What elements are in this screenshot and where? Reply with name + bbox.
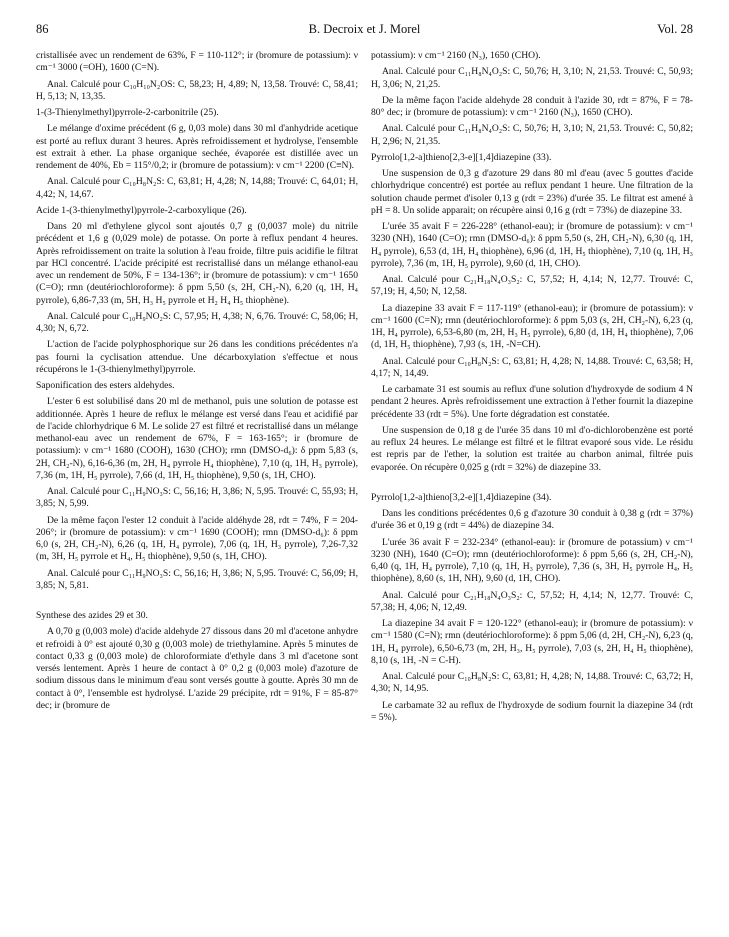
running-title: B. Decroix et J. Morel	[308, 22, 421, 36]
page-header	[36, 22, 693, 40]
paragraph: De la même façon l'acide aldehyde 28 conduit à l'azide 30, rdt = 87%, F = 78-80° dec; ir (bromure de potassium): ν cm⁻¹ 2160 (N₃), 1650 (CHO).	[371, 94, 693, 118]
volume-label: Vol. 28	[657, 22, 693, 36]
paragraph: La diazepine 34 avait F = 120-122° (ethanol-eau); ir (bromure de potassium): ν cm⁻¹ 1580 (C=N); rmn (deutériochloroforme): δ ppm 5,06 (d, 2H, CH₂-N), 6,23 (q, 1H, H₄ pyrrole), 6,50-6,73 (m, 2H, H₃, H₅ pyrrole), 7,03 (s, 2H, H₄ H₅ thiophène), 8,10 (s, 1H, -N = C-H).	[371, 618, 693, 666]
section-gap	[371, 478, 693, 488]
paragraph: Anal. Calculé pour C₁₁H₉NO₃S: C, 56,16; H, 3,86; N, 5,95. Trouvé: C, 56,09; H, 3,85; N, 5,81.	[36, 567, 358, 591]
paragraph: potassium): ν cm⁻¹ 2160 (N₃), 1650 (CHO).	[371, 50, 541, 61]
paragraph: Anal. Calculé pour C₁₀H₁₀N₂OS: C, 58,23; H, 4,89; N, 13,58. Trouvé: C, 58,41; H, 5,13; N, 13,35.	[36, 78, 358, 102]
paragraph: Anal. Calculé pour C₁₀H₉NO₂S: C, 57,95; H, 4,38; N, 6,76. Trouvé: C, 58,06; H, 4,30; N, 6,72.	[36, 310, 358, 334]
paragraph: L'urée 36 avait F = 232-234° (ethanol-eau): ir (bromure de potassium) ν cm⁻¹ 3230 (NH), 1640 (C=O); rmn (deutériochloroforme): δ ppm 5,66 (s, 2H, CH₂-N), 6,40 (q, 1H, H₄ pyrrole), 7,10 (q, 1H, H₃ pyrrole), 7,36 (s, 3H, H₅ pyrrole H₄, H₅ thiophène), 8,60 (s, 1H, NH), 9,60 (d, 1H, CHO).	[371, 536, 693, 585]
paragraph: Anal. Calculé pour C₁₁H₉NO₃S: C, 56,16; H, 3,86; N, 5,95. Trouvé: C, 55,93; H, 3,85; N, 5,99.	[36, 486, 358, 510]
paragraph: L'urée 35 avait F = 226-228° (ethanol-eau); ir (bromure de potassium): ν cm⁻¹ 3230 (NH), 1640 (C=O); rmn (DMSO-d₆): δ ppm 5,50 (s, 2H, CH₂-N), 6,30 (q, 1H, H₄ pyrrole), 6,53 (d, 1H, H₄ thiophène), 6,96 (d, 1H, H₅ thiophène), 7,10 (q, 1H, H₃ pyrrole), 7,36 (m, 1H, H₅ pyrrole), 9,60 (d, 1H, CHO).	[371, 221, 693, 269]
section-gap	[36, 596, 358, 606]
section-heading: Synthese des azides 29 et 30.	[36, 610, 148, 621]
paragraph: La diazepine 33 avait F = 117-119° (ethanol-eau); ir (bromure de potassium): ν cm⁻¹ 1600 (C=N); rmn (deutériochloroforme): δ ppm 5,03 (s, 2H, CH₂-N), 6,23 (q, 1H, H₄ pyrrole), 6,53-6,80 (m, 2H, H₃ H₅ pyrrole), 6,80 (d, 1H, H₄ thiophène), 7,06 (d, 1H, H₅ thiophène), 7,93 (s, 1H, -N=CH).	[371, 302, 693, 351]
paragraph: Anal. Calculé pour C₂₁H₁₈N₄O₃S₂: C, 57,52; H, 4,14; N, 12,77. Trouvé: C, 57,38; H, 4,06; N, 12,49.	[371, 589, 693, 613]
paragraph: Le carbamate 31 est soumis au reflux d'une solution d'hydroxyde de sodium 4 N pendant 2 heures. Après refroidissement une extraction à l'ether fournit la diazepine précédente 33 (rdt = 5%). Une forte dégradation est constatée.	[371, 384, 693, 420]
paragraph: L'ester 6 est solubilisé dans 20 ml de methanol, puis une solution de potasse est additionnée. Après 1 heure de reflux le mélange est versé dans l'eau et acidifié par de l'acide chlorhydrique 6 M. Le solide 27 est filtré et recristallisé dans un mélange methanol-eau avec un rendement de 67%, F = 163-165°; ir (bromure de potassium): ν cm⁻¹ 1680 (COOH), 1630 (CHO); rmn (DMSO-d₆): δ ppm 5,83 (s, 2H, CH₂-N), 6,16-6,36 (m, 2H, H₄ pyrrole H₄ thiophène), 7,10 (q, 1H, H₃ pyrrole), 7,36 (m, 1H, H₅ pyrrole), 7,66 (d, 1H, H₅ thiophène), 9,50 (s, 1H, CHO).	[36, 396, 358, 481]
paragraph: Une suspension de 0,18 g de l'urée 35 dans 10 ml d'o-dichlorobenzène est porté au reflux 24 heures. Le mélange est filtré et le filtrat evaporé sous vide. Le résidu est repris par de l'ether, la solution est traitée au charbon animal, filtrée puis evaporée. On récupère 0,025 g (rdt = 32%) de diazepine 33.	[371, 424, 693, 473]
left-column	[36, 50, 358, 716]
section-heading: Acide 1-(3-thienylmethyl)pyrrole-2-carboxylique (26).	[36, 204, 247, 216]
paragraph: Anal. Calculé pour C₁₀H₈N₂S: C, 63,81; H, 4,28; N, 14,88. Trouvé: C, 63,72; H, 4,30; N, 14,95.	[371, 671, 693, 695]
paragraph: Le carbamate 32 au reflux de l'hydroxyde de sodium fournit la diazepine 34 (rdt = 5%).	[371, 699, 693, 723]
paragraph: Anal. Calculé pour C₁₀H₈N₂S: C, 63,81; H, 4,28; N, 14,88; Trouvé: C, 64,01; H, 4,42; N, 14,67.	[36, 176, 358, 200]
right-column	[371, 50, 693, 728]
paragraph: Le mélange d'oxime précédent (6 g, 0,03 mole) dans 30 ml d'anhydride acetique est porté au reflux durant 3 heures. Après refroidissement et hydrolyse, l'ensemble est extrait à ether. La phase organique sechée, évaporée est distillée avec un rendement de 40%, Eb = 115°/0,2; ir (bromure de potassium): ν cm⁻¹ 2200 (C≡N).	[36, 123, 358, 171]
paragraph: A 0,70 g (0,003 mole) d'acide aldehyde 27 dissous dans 20 ml d'acetone anhydre et refroidi à 0° est ajouté 0,30 g (0,003 mole) de triethylamine. Après 5 minutes de contact 0,33 g (0,003 mole) de chloroformiate d'ethyle dans 3 ml d'acetone sont versés lentement. Après 1 heure de contact à 0° 0,2 g (0,003 mole) d'azoture de sodium dissous dans le minimum d'eau sont versés goutte à goutte. Après 30 mn de contact à 0°, l'ensemble est hydrolysé. L'azide 29 précipite, rdt = 91%, F = 85-87° dec; ir (bromure de	[36, 626, 358, 711]
paragraph: Dans les conditions précédentes 0,6 g d'azoture 30 conduit à 0,38 g (rdt = 37%) d'urée 36 et 0,19 g (rdt = 44%) de diazepine 34.	[371, 508, 693, 532]
paragraph: L'action de l'acide polyphosphorique sur 26 dans les conditions précédentes n'a pas fourni la cyclisation attendue. Une décarboxylation s'effectue et nous récupérons le 1-(3-thienylmethyl)pyrrole.	[36, 339, 358, 375]
paragraph: Anal. Calculé pour C₂₁H₁₈N₄O₃S₂: C, 57,52; H, 4,14; N, 12,77. Trouvé: C, 57,19; H, 4,50; N, 12,58.	[371, 274, 693, 298]
section-heading: Pyrrolo[1,2-a]thieno[2,3-e][1,4]diazepine (33).	[371, 151, 552, 163]
section-heading: 1-(3-Thienylmethyl)pyrrole-2-carbonitrile (25).	[36, 107, 219, 118]
paragraph: Une suspension de 0,3 g d'azoture 29 dans 80 ml d'eau (avec 5 gouttes d'acide chlorhydrique concentré) est portée au reflux pendant 1 heure. Une filtration de la solution chaude permet d'isoler 0,13 g (rdt = 23%) d'urée 35. Le filtrat est amené à pH = 8. Un solide apparait; on récupère ainsi 0,16 g (rdt = 73%) de diazepine 33.	[371, 168, 693, 216]
paragraph: Anal. Calculé pour C₁₁H₈N₄O₂S: C, 50,76; H, 3,10; N, 21,53. Trouvé: C, 50,82; H, 2,96; N, 21,35.	[371, 123, 693, 147]
page-number: 86	[36, 22, 49, 36]
paragraph: Anal. Calculé pour C₁₀H₈N₂S: C, 63,81; H, 4,28; N, 14,88. Trouvé: C, 63,58; H, 4,17; N, 14,49.	[371, 355, 693, 379]
section-heading: Pyrrolo[1,2-a]thieno[3,2-e][1,4]diazepine (34).	[371, 491, 552, 503]
section-heading: Saponification des esters aldehydes.	[36, 380, 175, 391]
paragraph: Dans 20 ml d'ethylene glycol sont ajoutés 0,7 g (0,0037 mole) du nitrile précédent et 1,6 g (0,029 mole) de potasse. On porte à reflux pendant 4 heures. Après refroidissement on traite la solution à l'eau froide, filtre puis acidifie le filtrat par HCl concentré. L'acide précipité est recristallisé dans un mélange ethanol-eau avec un rendement de 50%, F = 134-136°; ir (bromure de potassium): ν cm⁻¹ 1650 (C=O); rmn (deutériochloroforme): δ ppm 5,50 (s, 2H, CH₂-N), 6,20 (q, 1H, H₄ pyrrole), 6,86-7,33 (m, 5H, H₃ H₅ pyrrole et H₂ H₄ H₅ thiophène).	[36, 221, 358, 306]
paragraph: cristallisée avec un rendement de 63%, F = 110-112°; ir (bromure de potassium): ν cm⁻¹ 3000 (=OH), 1600 (C=N).	[36, 50, 358, 74]
paragraph: Anal. Calculé pour C₁₁H₈N₄O₂S: C, 50,76; H, 3,10; N, 21,53. Trouvé: C, 50,93; H, 3,06; N, 21,25.	[371, 66, 693, 90]
paragraph: De la même façon l'ester 12 conduit à l'acide aldéhyde 28, rdt = 74%, F = 204-206°; ir (bromure de potassium): ν cm⁻¹ 1690 (COOH); rmn (DMSO-d₆): δ ppm 6,0 (s, 2H, CH₂-N), 6,26 (q, 1H, H₄ pyrrole), 7,06 (q, 1H, H₃ pyrrole), 7,26-7,32 (m, 3H, H₅ pyrrole et H₄, H₅ thiophène), 9,50 (s, 1H, CHO).	[36, 514, 358, 563]
